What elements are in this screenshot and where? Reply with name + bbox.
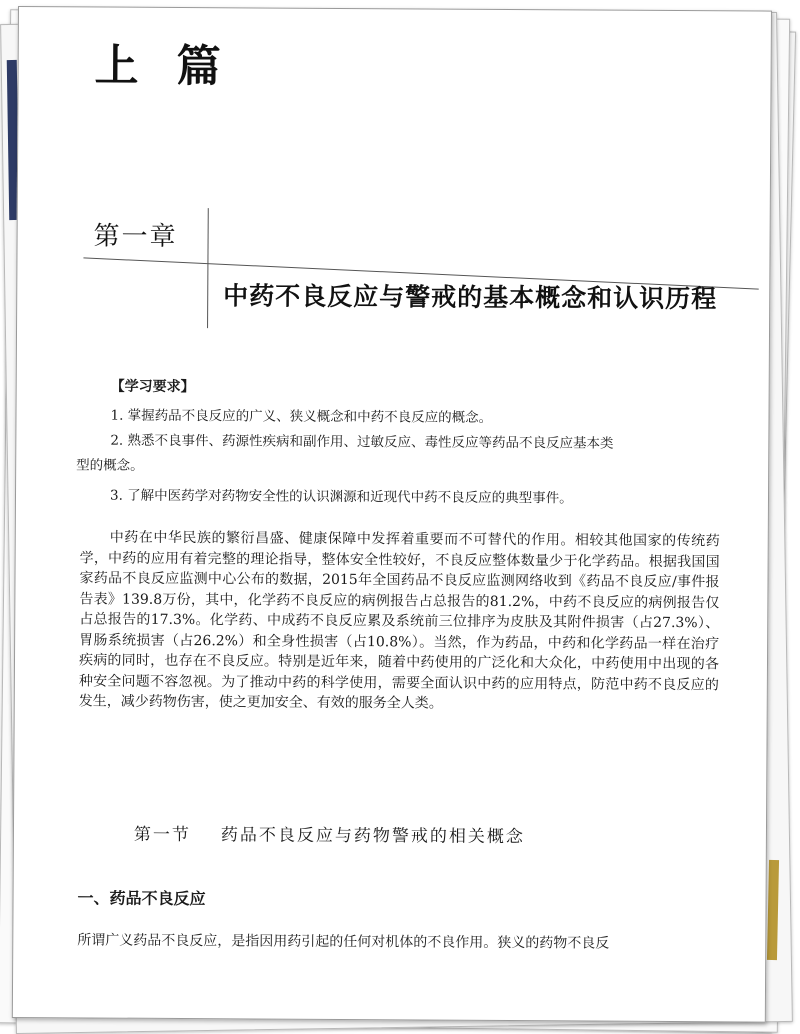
section-number: 第一节 [133, 824, 191, 846]
section-title [134, 820, 525, 847]
part-title: 上篇 [94, 40, 259, 93]
chapter-divider-vertical [207, 208, 209, 328]
book-page [12, 6, 772, 1023]
body-text-line: 所谓广义药品不良反应，是指因用药引起的任何对机体的不良作用。狭义的药物不良反 [77, 932, 610, 952]
section-title-text: 药品不良反应与药物警戒的相关概念 [220, 825, 525, 848]
chapter-title: 中药不良反应与警戒的基本概念和认识历程 [223, 281, 718, 314]
study-requirements-heading: 【学习要求】 [110, 378, 195, 396]
requirement-item: 2. 熟悉不良事件、药源性疾病和副作用、过敏反应、毒性反应等药品不良反应基本类 [110, 432, 614, 452]
book-cover-edge [767, 860, 779, 960]
subsection-heading: 一、药品不良反应 [77, 888, 206, 909]
requirement-item: 3. 了解中医药学对药物安全性的认识渊源和近现代中药不良反应的典型事件。 [109, 487, 573, 507]
chapter-label: 第一章 [93, 221, 178, 252]
requirement-item: 1. 掌握药品不良反应的广义、狭义概念和中药不良反应的概念。 [110, 407, 493, 426]
intro-paragraph: 中药在中华民族的繁衍昌盛、健康保障中发挥着重要而不可替代的作用。相较其他国家的传统药学，中药的应用有着完整的理论指导，整体安全性较好，不良反应整体数量少于化学药品。根据我国国家药品不良反应监测中心公布的数据，2015年全国药品不良反应监测网络收到《药品不良反应/事件报告表》139.8万份，其中，化学药不良反应的病例报告占总报告的81.2%，中药不良反应的病例报告仅占总报告的17.3%。化学药、中成药不良反应累及系统前三位排序为皮肤及其附件损害（占27.3%）、胃肠系统损害（占26.2%）和全身性损害（占10.8%）。当然，作为药品，中药和化学药品一样在治疗疾病的同时，也存在不良反应。特别是近年来，随着中药使用的广泛化和大众化，中药使用中出现的各种安全问题不容忽视。为了推动中药的科学使用，需要全面认识中药的应用特点，防范中药不良反应的发生，减少药物伤害，使之更加安全、有效的服务全人类。 [78, 529, 720, 712]
requirement-item: 型的概念。 [76, 457, 144, 474]
